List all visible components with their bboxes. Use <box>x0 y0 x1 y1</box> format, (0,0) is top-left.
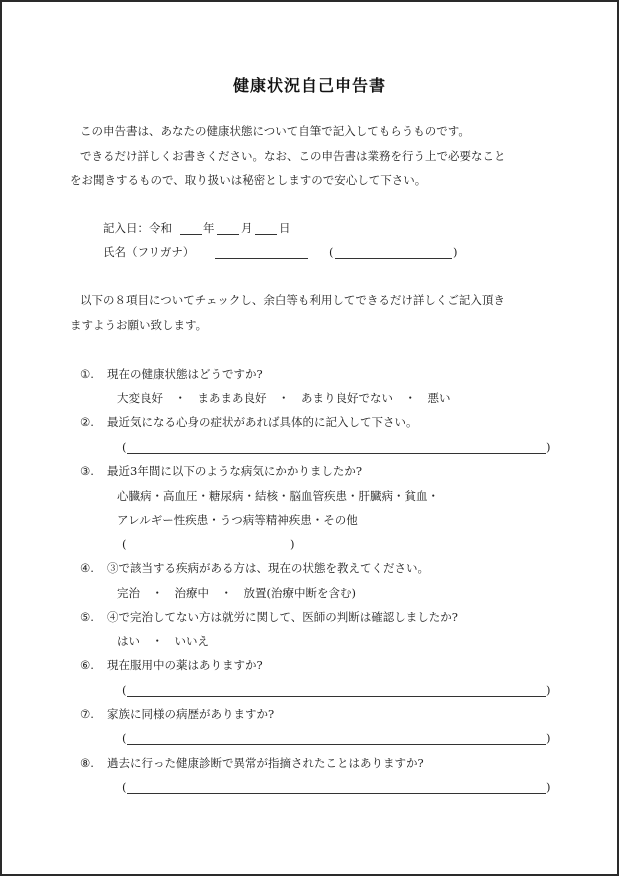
question-1-options[interactable]: 大変良好 ・ まあまあ良好 ・ あまり良好でない ・ 悪い <box>117 391 451 405</box>
instructions-line-1: 以下の８項目についてチェックし、余白等も利用してできるだけ詳しくご記入頂き <box>80 293 505 307</box>
answer-8-paren-close: ) <box>546 780 551 794</box>
intro-line-2: できるだけ詳しくお書きください。なお、この申告書は業務を行う上で必要なこと <box>80 149 506 163</box>
furigana-field[interactable] <box>335 258 452 259</box>
name-label: 氏名（フリガナ） <box>103 245 195 259</box>
answer-2-paren-open: ( <box>122 440 127 454</box>
question-2-text: 最近気になる心身の症状があれば具体的に記入して下さい。 <box>107 415 418 429</box>
question-1-text: 現在の健康状態はどうですか? <box>107 367 263 381</box>
question-5-options[interactable]: はい ・ いいえ <box>117 634 209 648</box>
question-1-number: ①. <box>80 367 94 381</box>
question-8-number: ⑧. <box>80 756 94 770</box>
question-6-number: ⑥. <box>80 658 94 672</box>
answer-8-field[interactable] <box>127 793 546 794</box>
furigana-paren-open: ( <box>329 245 334 259</box>
answer-6-field[interactable] <box>127 696 546 697</box>
date-year-field[interactable] <box>180 234 202 235</box>
answer-7-paren-open: ( <box>122 731 127 745</box>
answer-7-field[interactable] <box>127 744 546 745</box>
question-7-text: 家族に同様の病歴がありますか? <box>107 707 275 721</box>
furigana-paren-close: ) <box>453 245 458 259</box>
question-3-options-line-2[interactable]: アレルギー性疾患・うつ病等精神疾患・その他 <box>117 513 358 527</box>
answer-6-paren-open: ( <box>122 683 127 697</box>
question-3-options-line-1[interactable]: 心臓病・高血圧・糖尿病・結核・脳血管疾患・肝臓病・貧血・ <box>117 489 439 503</box>
answer-7-paren-close: ) <box>546 731 551 745</box>
date-day-field[interactable] <box>255 234 277 235</box>
date-month-label: 月 <box>241 221 253 235</box>
question-4-text: ③で該当する疾病がある方は、現在の状態を教えてください。 <box>107 561 429 575</box>
answer-2-paren-close: ) <box>546 440 551 454</box>
answer-3-paren-close: ) <box>290 537 295 551</box>
question-2-number: ②. <box>80 415 94 429</box>
question-4-options[interactable]: 完治 ・ 治療中 ・ 放置(治療中断を含む) <box>117 586 356 600</box>
page-title: 健康状況自己申告書 <box>232 76 386 95</box>
instructions-line-2: ますようお願い致します。 <box>70 318 208 332</box>
answer-3-field[interactable] <box>127 537 289 551</box>
question-5-text: ④で完治してない方は就労に関して、医師の判断は確認しましたか? <box>107 610 458 624</box>
question-7-number: ⑦. <box>80 707 94 721</box>
question-6-text: 現在服用中の薬はありますか? <box>107 658 263 672</box>
question-5-number: ⑤. <box>80 610 94 624</box>
date-day-label: 日 <box>279 221 291 235</box>
date-month-field[interactable] <box>217 234 239 235</box>
intro-line-1: この申告書は、あなたの健康状態について自筆で記入してもらうものです。 <box>80 124 470 138</box>
question-3-number: ③. <box>80 464 94 478</box>
answer-6-paren-close: ) <box>546 683 551 697</box>
name-field[interactable] <box>215 258 308 259</box>
intro-line-3: をお聞きするもので、取り扱いは秘密としますので安心して下さい。 <box>70 173 427 187</box>
answer-2-field[interactable] <box>127 453 546 454</box>
question-8-text: 過去に行った健康診断で異常が指摘されたことはありますか? <box>107 756 424 770</box>
question-3-text: 最近3年間に以下のような病気にかかりましたか? <box>107 464 362 478</box>
question-4-number: ④. <box>80 561 94 575</box>
date-year-label: 年 <box>203 221 215 235</box>
answer-8-paren-open: ( <box>122 780 127 794</box>
date-label: 記入日：令和 <box>103 221 172 235</box>
answer-3-paren-open: ( <box>122 537 127 551</box>
